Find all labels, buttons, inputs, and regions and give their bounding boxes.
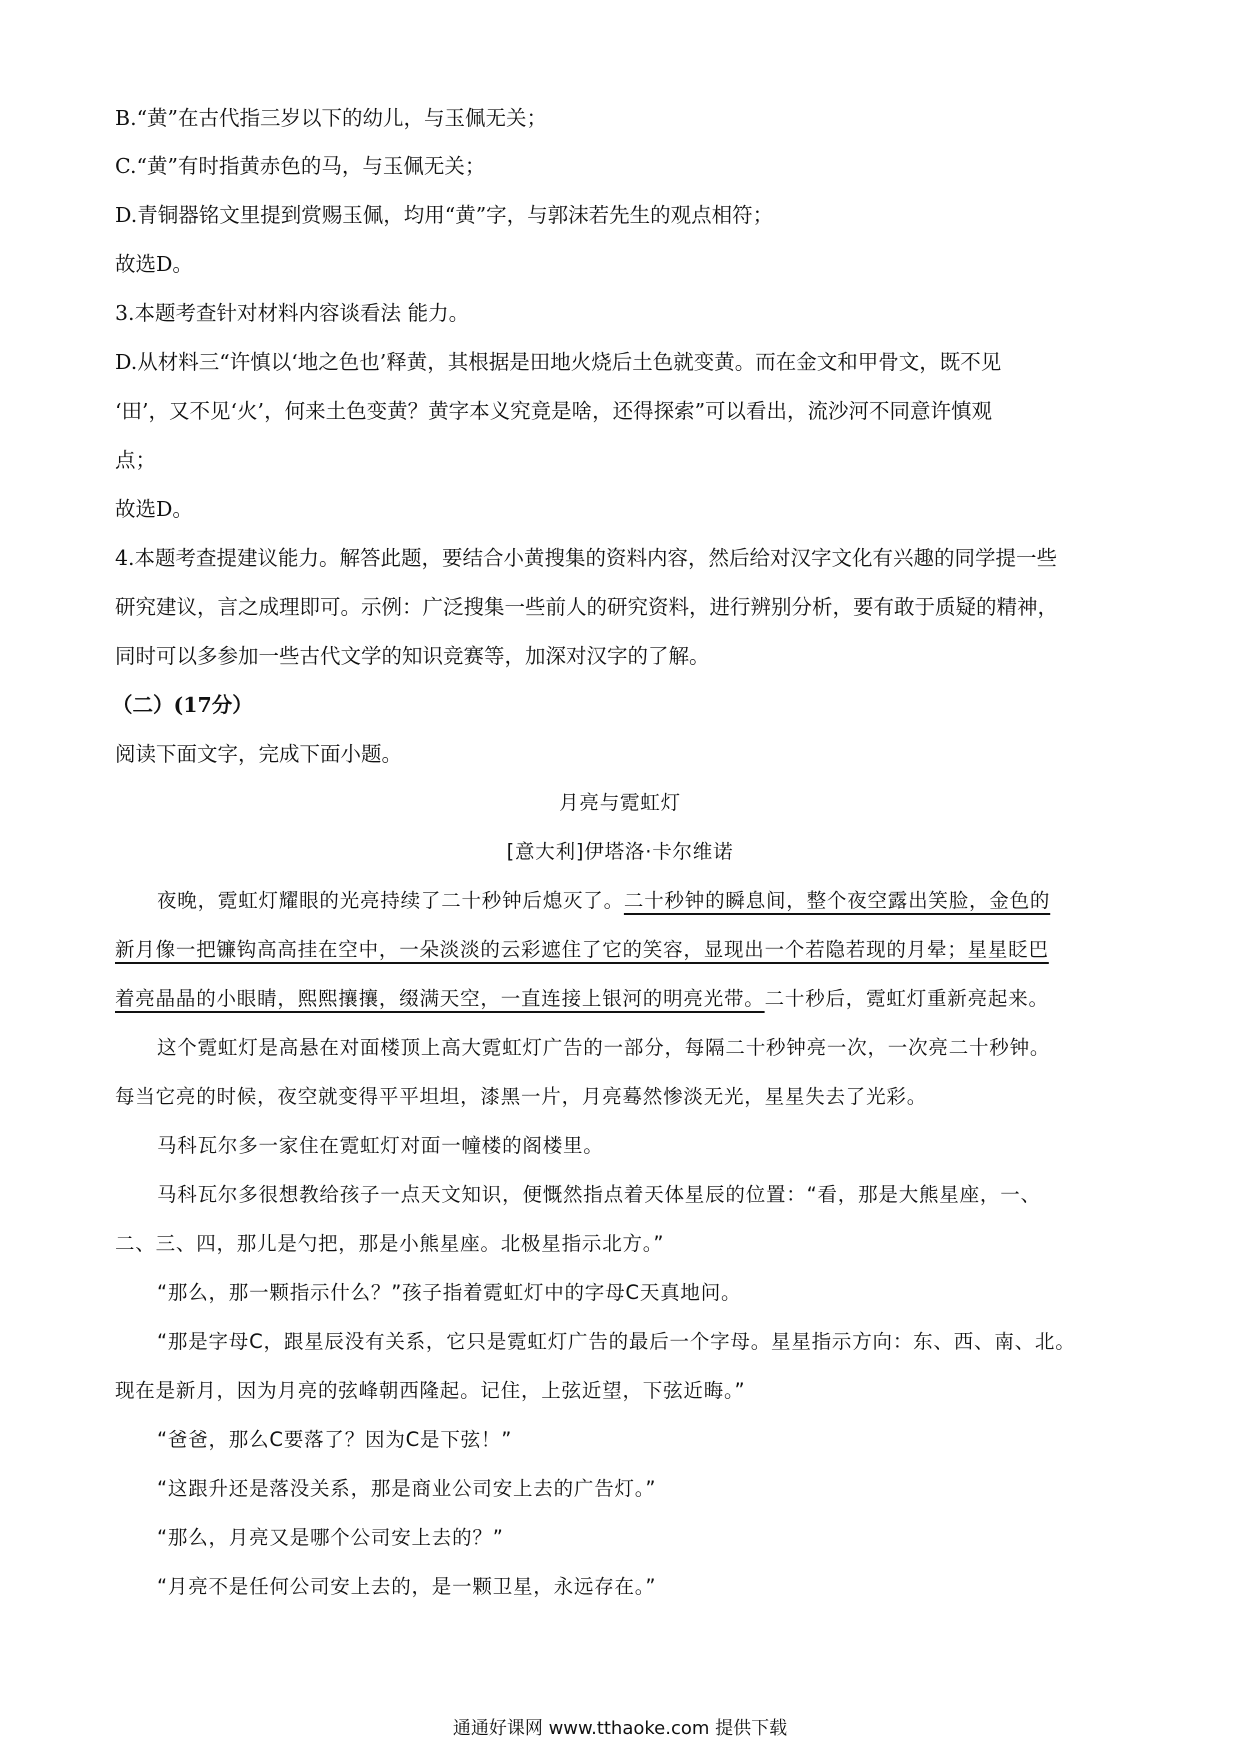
story-author: [意大利]伊塔洛·卡尔维诺: [506, 840, 734, 863]
q4-explanation-line2: 研究建议，言之成理即可。示例：广泛搜集一些前人的研究资料，进行辨别分析，要有敢于质疑的精神，: [115, 595, 1058, 619]
story-paragraph-10: “月亮不是任何公司安上去的，是一颗卫星，永远存在。”: [157, 1575, 657, 1598]
story-paragraph-5: “那么，那一颗指示什么？”孩子指着霓虹灯中的字母C天真地问。: [157, 1281, 742, 1304]
story-title: 月亮与霓虹灯: [559, 791, 681, 814]
q4-explanation-line1: 4.本题考查提建议能力。解答此题，要结合小黄搜集的资料内容，然后给对汉字文化有兴趣的同学提一些: [115, 546, 1058, 570]
page-footer: 通通好课网 www.tthaoke.com 提供下载: [452, 1718, 788, 1739]
story-text-underlined: 二十秒钟的瞬息间，整个夜空露出笑脸，金色的: [623, 889, 1051, 912]
q3-explanation-intro: 3.本题考查针对材料内容谈看法 能力。: [115, 301, 470, 325]
story-text-plain: 二十秒后，霓虹灯重新亮起来。: [764, 987, 1049, 1010]
story-paragraph-4-line1: 马科瓦尔多很想教给孩子一点天文知识，便慨然指点着天体星辰的位置：“看，那是大熊星座，一、: [157, 1183, 1041, 1206]
answer-choice-q2: 故选D。: [115, 252, 193, 276]
story-paragraph-6-line2: 现在是新月，因为月亮的弦峰朝西隆起。记住，上弦近望，下弦近晦。”: [115, 1379, 746, 1402]
story-paragraph-1-line2: [115, 936, 1049, 964]
story-text-plain: 夜晚，霓虹灯耀眼的光亮持续了二十秒钟后熄灭了。: [157, 889, 624, 912]
answer-option-d: D.青铜器铭文里提到赏赐玉佩，均用“黄”字，与郭沫若先生的观点相符；: [115, 203, 774, 227]
section-instruction: 阅读下面文字，完成下面小题。: [115, 742, 402, 766]
story-paragraph-7: “爸爸，那么C要落了？因为C是下弦！”: [157, 1428, 513, 1451]
q3-explanation-d-line3: 点；: [115, 448, 156, 472]
section-heading: （二）(17分）: [112, 693, 253, 717]
answer-option-c: C.“黄”有时指黄赤色的马，与玉佩无关；: [115, 154, 486, 178]
story-paragraph-2-line1: 这个霓虹灯是高悬在对面楼顶上高大霓虹灯广告的一部分，每隔二十秒钟亮一次，一次亮二十秒钟。: [157, 1036, 1051, 1059]
story-text-underlined: 着亮晶晶的小眼睛，熙熙攘攘，缀满天空，一直连接上银河的明亮光带。: [115, 987, 765, 1010]
q4-explanation-line3: 同时可以多参加一些古代文学的知识竞赛等，加深对汉字的了解。: [115, 644, 710, 668]
q3-explanation-d-line1: D.从材料三“许慎以‘地之色也’释黄，其根据是田地火烧后土色就变黄。而在金文和甲骨文，既不见: [115, 350, 1002, 374]
q3-explanation-d-line2: ‘田’，又不见‘火’，何来土色变黄？黄字本义究竟是啥，还得探索”可以看出，流沙河不同意许慎观: [115, 399, 993, 423]
answer-choice-q3: 故选D。: [115, 497, 193, 521]
story-paragraph-6-line1: “那是字母C，跟星辰没有关系，它只是霓虹灯广告的最后一个字母。星星指示方向：东、西、南、北。: [157, 1330, 1076, 1353]
answer-option-b: B.“黄”在古代指三岁以下的幼儿，与玉佩无关；: [115, 106, 548, 130]
story-text-underlined: 新月像一把镰钩高高挂在空中，一朵淡淡的云彩遮住了它的笑容，显现出一个若隐若现的月晕；星星眨巴: [115, 938, 1049, 961]
story-paragraph-2-line2: 每当它亮的时候，夜空就变得平平坦坦，漆黑一片，月亮蓦然惨淡无光，星星失去了光彩。: [115, 1085, 928, 1108]
story-paragraph-3: 马科瓦尔多一家住在霓虹灯对面一幢楼的阁楼里。: [157, 1134, 604, 1157]
story-paragraph-1-line3: [115, 985, 1049, 1013]
story-paragraph-4-line2: 二、三、四，那儿是勺把，那是小熊星座。北极星指示北方。”: [115, 1232, 665, 1255]
story-paragraph-8: “这跟升还是落没关系，那是商业公司安上去的广告灯。”: [157, 1477, 657, 1500]
story-paragraph-1-line1: [115, 887, 1050, 915]
story-paragraph-9: “那么，月亮又是哪个公司安上去的？”: [157, 1526, 504, 1549]
